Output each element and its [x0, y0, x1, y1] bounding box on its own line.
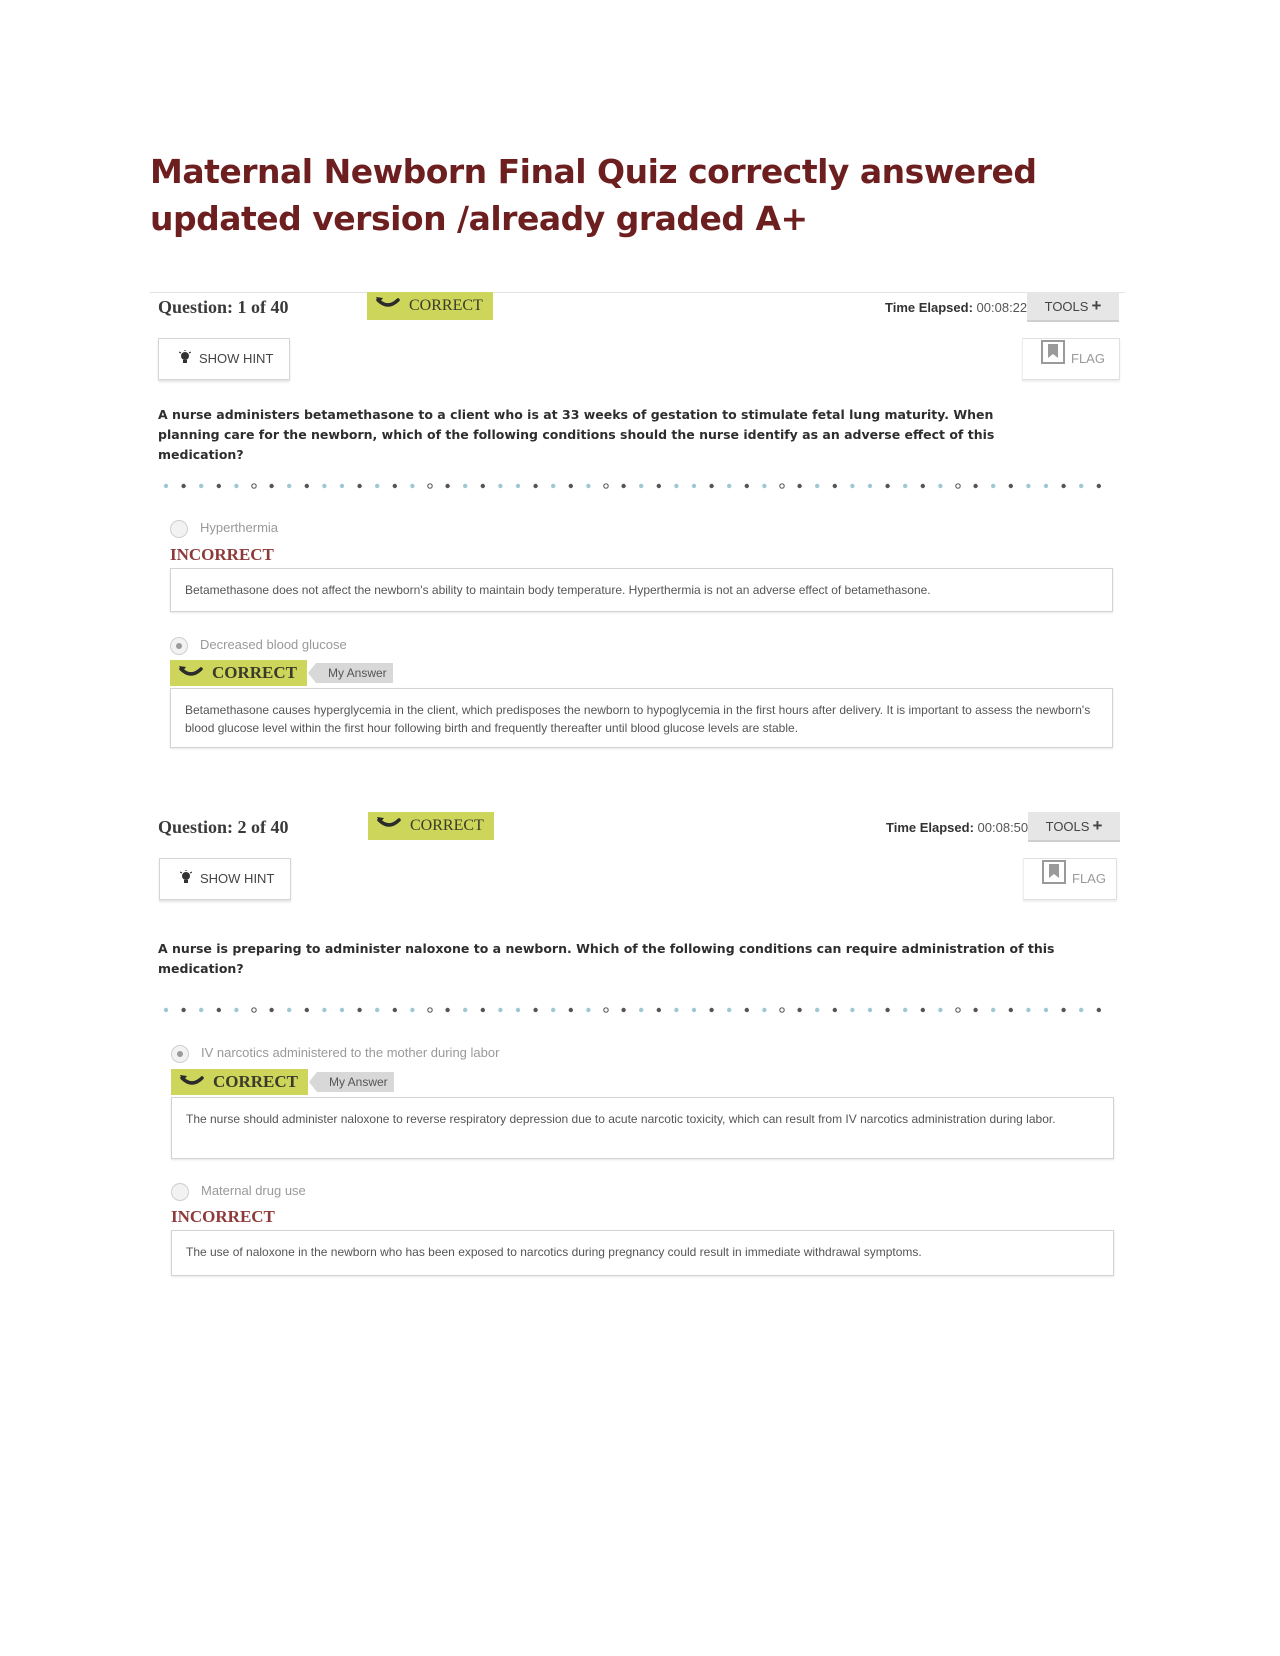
- separator-dot: [815, 1008, 819, 1012]
- show-hint-button[interactable]: [158, 338, 290, 380]
- separator-dot: [269, 484, 273, 488]
- separator-dot: [833, 484, 837, 488]
- answer-option[interactable]: [170, 634, 347, 656]
- correct-badge: [171, 1069, 308, 1095]
- tools-label: TOOLS: [1045, 819, 1090, 834]
- separator-dot: [375, 484, 379, 488]
- separator-dot: [921, 484, 925, 488]
- separator-dot: [217, 484, 221, 488]
- separator-dot: [938, 1008, 942, 1012]
- separator-dot: [674, 1008, 678, 1012]
- time-elapsed-label: Time Elapsed:: [886, 820, 974, 835]
- separator-dot: [709, 484, 713, 488]
- separator-dot: [199, 484, 203, 488]
- separator-dot: [797, 484, 801, 488]
- separator-dot: [551, 484, 555, 488]
- separator-dot: [569, 484, 573, 488]
- separator-dot: [1044, 484, 1048, 488]
- radio-button[interactable]: [170, 520, 188, 538]
- plus-icon: +: [1092, 816, 1103, 835]
- separator-dot: [340, 484, 344, 488]
- separator-dot: [498, 1008, 502, 1012]
- divider: [150, 292, 1125, 293]
- separator-dot: [815, 484, 819, 488]
- separator-dot: [463, 484, 467, 488]
- my-answer-tag: My Answer: [317, 1072, 394, 1092]
- question-block-2: [150, 812, 1125, 1292]
- separator-dot: [868, 1008, 872, 1012]
- answer-option[interactable]: [171, 1180, 306, 1202]
- separator-dot: [692, 484, 696, 488]
- separator-dot: [516, 1008, 520, 1012]
- separator-dot: [1097, 1008, 1101, 1012]
- dotted-separator: [162, 1006, 1112, 1014]
- radio-button[interactable]: [170, 637, 188, 655]
- separator-dot: [1079, 484, 1083, 488]
- separator-dot: [956, 484, 960, 488]
- flag-label: FLAG: [1072, 871, 1106, 886]
- curved-arrow-icon: [178, 661, 204, 687]
- lightbulb-icon: [180, 860, 192, 900]
- option-label: Hyperthermia: [200, 520, 279, 535]
- separator-dot: [269, 1008, 273, 1012]
- separator-dot: [428, 1008, 432, 1012]
- correct-badge-label: CORRECT: [410, 817, 484, 834]
- question-number: Question: 2 of 40: [158, 817, 289, 837]
- separator-dot: [639, 484, 643, 488]
- separator-dot: [393, 1008, 397, 1012]
- separator-dot: [516, 484, 520, 488]
- separator-dot: [463, 1008, 467, 1012]
- separator-dot: [956, 1008, 960, 1012]
- separator-dot: [1009, 484, 1013, 488]
- separator-dot: [762, 1008, 766, 1012]
- separator-dot: [481, 1008, 485, 1012]
- separator-dot: [1061, 1008, 1065, 1012]
- separator-dot: [621, 1008, 625, 1012]
- separator-dot: [410, 1008, 414, 1012]
- time-elapsed-value: 00:08:22: [976, 300, 1028, 315]
- separator-dot: [217, 1008, 221, 1012]
- separator-dot: [833, 1008, 837, 1012]
- my-answer-tag: My Answer: [316, 663, 393, 683]
- separator-dot: [604, 1008, 608, 1012]
- separator-dot: [692, 1008, 696, 1012]
- separator-dot: [357, 1008, 361, 1012]
- separator-dot: [780, 1008, 784, 1012]
- question-number: Question: 1 of 40: [158, 297, 289, 317]
- separator-dot: [393, 484, 397, 488]
- answer-option[interactable]: [171, 1042, 499, 1064]
- incorrect-label: INCORRECT: [170, 545, 274, 564]
- separator-dot: [797, 1008, 801, 1012]
- separator-dot: [1079, 1008, 1083, 1012]
- separator-dot: [481, 484, 485, 488]
- flag-button[interactable]: [1022, 338, 1120, 380]
- bookmark-flag-icon: [1041, 340, 1065, 380]
- bookmark-flag-icon: [1042, 860, 1066, 900]
- separator-dot: [410, 484, 414, 488]
- separator-dot: [305, 484, 309, 488]
- separator-dot: [868, 484, 872, 488]
- separator-dot: [357, 484, 361, 488]
- separator-dot: [287, 1008, 291, 1012]
- question-text: A nurse administers betamethasone to a client who is at 33 weeks of gestation to stimulate fetal lung maturity. When planning care for the newborn, which of the following conditions should the nurse identify as an adverse effect of this medication?: [158, 407, 995, 462]
- dotted-separator: [162, 482, 1112, 490]
- curved-arrow-icon: [376, 812, 402, 840]
- time-elapsed: [886, 820, 1028, 835]
- separator-dot: [586, 1008, 590, 1012]
- separator-dot: [1026, 484, 1030, 488]
- separator-dot: [938, 484, 942, 488]
- time-elapsed-value: 00:08:50: [977, 820, 1029, 835]
- curved-arrow-icon: [179, 1070, 205, 1096]
- separator-dot: [533, 484, 537, 488]
- separator-dot: [287, 484, 291, 488]
- show-hint-label: SHOW HINT: [199, 351, 274, 366]
- separator-dot: [991, 1008, 995, 1012]
- time-elapsed-label: Time Elapsed:: [885, 300, 973, 315]
- separator-dot: [885, 1008, 889, 1012]
- tools-button[interactable]: [1027, 292, 1119, 322]
- separator-dot: [850, 484, 854, 488]
- separator-dot: [621, 484, 625, 488]
- separator-dot: [745, 484, 749, 488]
- separator-dot: [921, 1008, 925, 1012]
- separator-dot: [252, 484, 256, 488]
- separator-dot: [533, 1008, 537, 1012]
- time-elapsed: [885, 300, 1027, 315]
- rationale-box: Betamethasone does not affect the newborn's ability to maintain body temperature. Hyperthermia is not an adverse effect of betamethasone.: [170, 568, 1113, 612]
- show-hint-label: SHOW HINT: [200, 871, 275, 886]
- separator-dot: [551, 1008, 555, 1012]
- separator-dot: [586, 484, 590, 488]
- question-text: A nurse is preparing to administer naloxone to a newborn. Which of the following conditions can require administration of this medication?: [158, 941, 1055, 976]
- curved-arrow-icon: [375, 292, 401, 320]
- tools-button[interactable]: [1028, 812, 1120, 842]
- separator-dot: [252, 1008, 256, 1012]
- incorrect-label: INCORRECT: [171, 1207, 275, 1226]
- plus-icon: +: [1091, 296, 1102, 315]
- separator-dot: [727, 1008, 731, 1012]
- separator-dot: [340, 1008, 344, 1012]
- separator-dot: [445, 1008, 449, 1012]
- separator-dot: [322, 484, 326, 488]
- separator-dot: [745, 1008, 749, 1012]
- separator-dot: [762, 484, 766, 488]
- correct-badge-label: CORRECT: [213, 1072, 299, 1091]
- correct-badge: [367, 292, 493, 320]
- separator-dot: [885, 484, 889, 488]
- separator-dot: [1009, 1008, 1013, 1012]
- flag-button[interactable]: [1023, 858, 1117, 900]
- separator-dot: [973, 484, 977, 488]
- separator-dot: [780, 484, 784, 488]
- separator-dot: [657, 1008, 661, 1012]
- question-block-1: [150, 292, 1125, 792]
- show-hint-button[interactable]: [159, 858, 291, 900]
- separator-dot: [674, 484, 678, 488]
- separator-dot: [604, 484, 608, 488]
- rationale-box: The use of naloxone in the newborn who has been exposed to narcotics during pregnancy could result in immediate withdrawal symptoms.: [171, 1230, 1114, 1276]
- separator-dot: [164, 1008, 168, 1012]
- separator-dot: [569, 1008, 573, 1012]
- separator-dot: [903, 484, 907, 488]
- document-title: Maternal Newborn Final Quiz correctly answered updated version /already graded A+: [150, 152, 1037, 238]
- separator-dot: [181, 484, 185, 488]
- separator-dot: [375, 1008, 379, 1012]
- separator-dot: [991, 484, 995, 488]
- flag-label: FLAG: [1071, 351, 1105, 366]
- separator-dot: [903, 1008, 907, 1012]
- option-label: IV narcotics administered to the mother during labor: [201, 1045, 500, 1060]
- separator-dot: [322, 1008, 326, 1012]
- separator-dot: [305, 1008, 309, 1012]
- lightbulb-icon: [179, 340, 191, 380]
- radio-button[interactable]: [171, 1183, 189, 1201]
- separator-dot: [199, 1008, 203, 1012]
- separator-dot: [234, 1008, 238, 1012]
- separator-dot: [1026, 1008, 1030, 1012]
- separator-dot: [164, 484, 168, 488]
- rationale-box: Betamethasone causes hyperglycemia in the client, which predisposes the newborn to hypoglycemia in the first hours after delivery. It is important to assess the newborn's blood glucose level within the first hour following birth and frequently thereafter until blood glucose levels are stable.: [170, 688, 1113, 748]
- separator-dot: [1044, 1008, 1048, 1012]
- correct-badge: [368, 812, 494, 840]
- separator-dot: [973, 1008, 977, 1012]
- correct-badge-label: CORRECT: [212, 663, 298, 682]
- separator-dot: [1061, 484, 1065, 488]
- separator-dot: [657, 484, 661, 488]
- option-label: Maternal drug use: [201, 1183, 306, 1198]
- separator-dot: [428, 484, 432, 488]
- separator-dot: [639, 1008, 643, 1012]
- rationale-box: The nurse should administer naloxone to reverse respiratory depression due to acute narcotic toxicity, which can result from IV narcotics administration during labor.: [171, 1097, 1114, 1159]
- separator-dot: [709, 1008, 713, 1012]
- separator-dot: [498, 484, 502, 488]
- separator-dot: [1097, 484, 1101, 488]
- correct-badge-label: CORRECT: [409, 297, 483, 314]
- radio-button[interactable]: [171, 1045, 189, 1063]
- separator-dot: [445, 484, 449, 488]
- separator-dot: [850, 1008, 854, 1012]
- separator-dot: [727, 484, 731, 488]
- separator-dot: [181, 1008, 185, 1012]
- answer-option[interactable]: [170, 517, 278, 539]
- correct-badge: [170, 660, 307, 686]
- option-label: Decreased blood glucose: [200, 637, 347, 652]
- separator-dot: [234, 484, 238, 488]
- tools-label: TOOLS: [1044, 299, 1089, 314]
